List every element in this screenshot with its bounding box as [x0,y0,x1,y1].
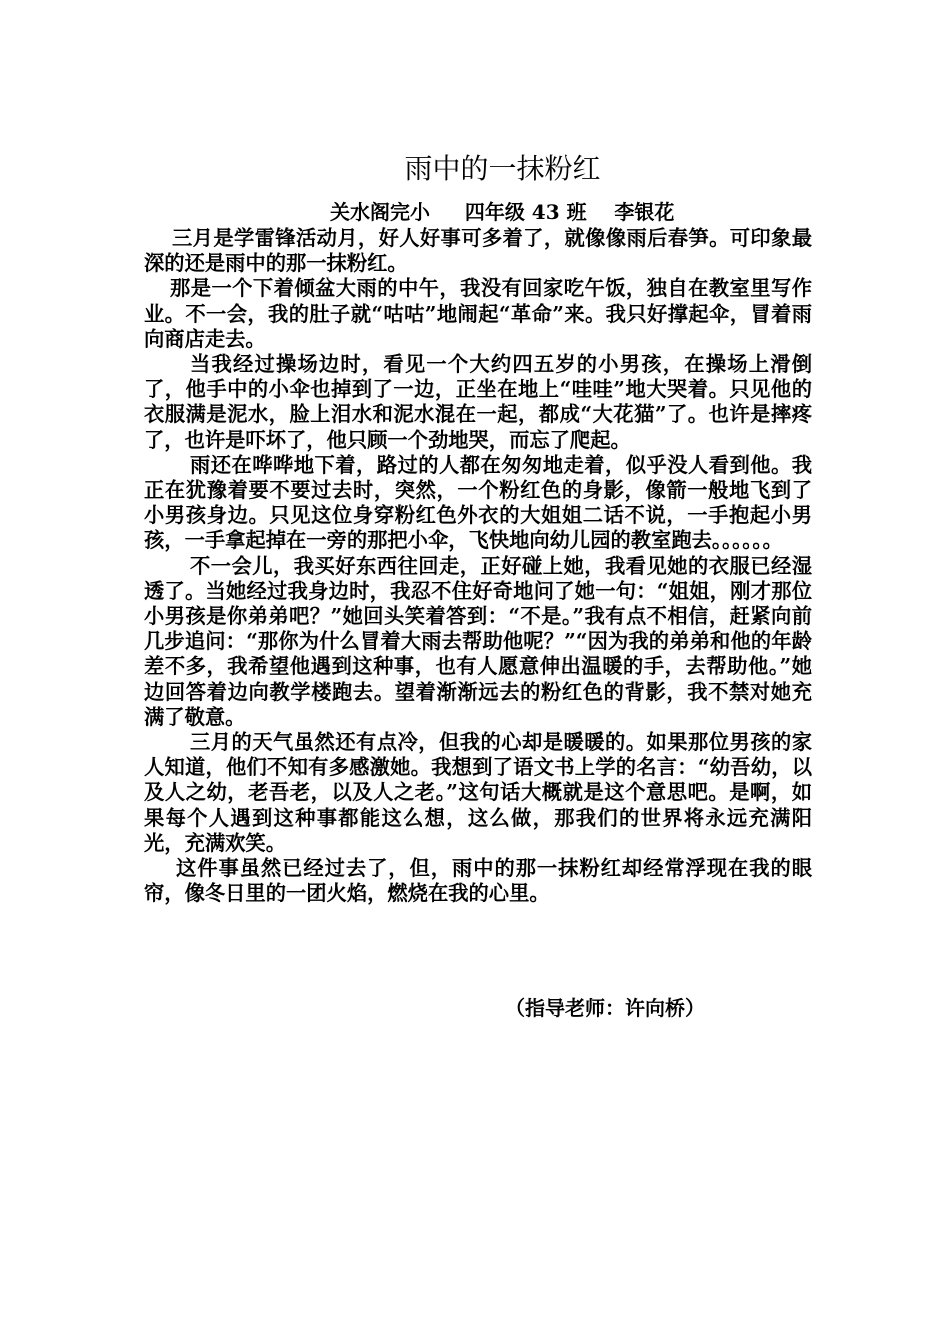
paragraph: 这件事虽然已经过去了，但，雨中的那一抹粉红却经常浮现在我的眼帘，像冬日里的一团火焰，燃烧在我的心里。 [144,856,812,906]
essay-title: 雨中的一抹粉红 [404,151,601,185]
paragraph: 三月的天气虽然还有点冷，但我的心却是暖暖的。如果那位男孩的家人知道，他们不知有多感激她。我想到了语文书上学的名言：“幼吾幼，以及人之幼，老吾老，以及人之老。”这句话大概就是这个意思吧。是啊，如果每个人遇到这种事都能这么想，这么做，那我们的世界将永远充满阳光，充满欢笑。 [144,730,812,855]
paragraph: 三月是学雷锋活动月，好人好事可多着了，就像像雨后春笋。可印象最深的还是雨中的那一抹粉红。 [144,226,812,276]
paragraph: 那是一个下着倾盆大雨的中午，我没有回家吃午饭，独自在教室里写作业。不一会，我的肚子就“咕咕”地闹起“革命”来。我只好撑起伞，冒着雨向商店走去。 [144,276,812,351]
teacher-credit: （指导老师：许向桥） [505,996,705,1020]
paragraph: 当我经过操场边时，看见一个大约四五岁的小男孩，在操场上滑倒了，他手中的小伞也掉到了一边，正坐在地上“哇哇”地大哭着。只见他的衣服满是泥水，脸上泪水和泥水混在一起，都成“大花猫”了。也许是摔疼了，也许是吓坏了，他只顾一个劲地哭，而忘了爬起。 [144,352,812,452]
paragraph: 雨还在哗哗地下着，路过的人都在匆匆地走着，似乎没人看到他。我正在犹豫着要不要过去时，突然，一个粉红色的身影，像箭一般地飞到了小男孩身边。只见这位身穿粉红色外衣的大姐姐二话不说，一手抱起小男孩，一手拿起掉在一旁的那把小伞，飞快地向幼儿园的教室跑去。。。。。。 [144,452,812,553]
essay-body [144,226,812,906]
author-byline: 关水阁完小 四年级 43 班 李银花 [330,200,675,224]
paragraph: 不一会儿，我买好东西往回走，正好碰上她，我看见她的衣服已经湿透了。当她经过我身边时，我忍不住好奇地问了她一句：“姐姐，刚才那位小男孩是你弟弟吧？”她回头笑着答到：“不是。”我有点不相信，赶紧向前几步追问：“那你为什么冒着大雨去帮助他呢？”“因为我的弟弟和他的年龄差不多，我希望他遇到这种事，也有人愿意伸出温暖的手，去帮助他。”她边回答着边向教学楼跑去。望着渐渐远去的粉红色的背影，我不禁对她充满了敬意。 [144,553,812,729]
